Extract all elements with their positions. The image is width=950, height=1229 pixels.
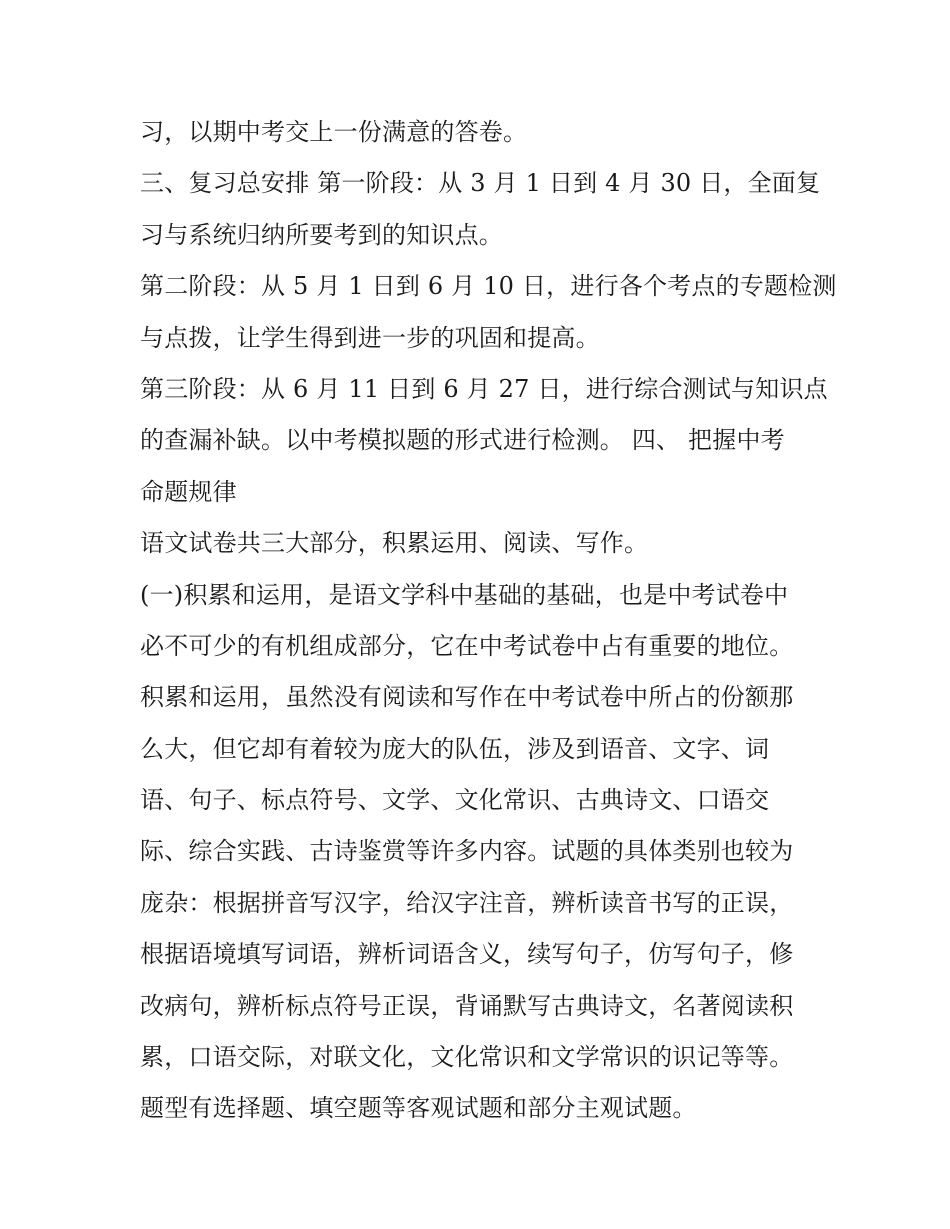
text-line: 的查漏补缺。以中考模拟题的形式进行检测。 四、 把握中考: [140, 426, 785, 455]
body-text: [140, 107, 837, 1135]
text-line: 根据语境填写词语，辨析词语含义，续写句子，仿写句子，修: [140, 940, 794, 969]
text-line: 累，口语交际，对联文化，文化常识和文学常识的识记等等。: [140, 1043, 794, 1072]
text-line: 三、复习总安排 第一阶段：从 3 月 1 日到 4 月 30 日，全面复: [140, 169, 821, 198]
text-line: 积累和运用，虽然没有阅读和写作在中考试卷中所占的份额那: [140, 683, 794, 712]
text-line: 语、句子、标点符号、文学、文化常识、古典诗文、口语交: [140, 786, 770, 815]
text-line: 第二阶段：从 5 月 1 日到 6 月 10 日，进行各个考点的专题检测: [140, 272, 837, 301]
text-line: 语文试卷共三大部分，积累运用、阅读、写作。: [140, 529, 649, 558]
text-line: 习与系统归纳所要考到的知识点。: [140, 220, 503, 249]
text-line: 与点拨，让学生得到进一步的巩固和提高。: [140, 323, 600, 352]
text-line: 题型有选择题、填空题等客观试题和部分主观试题。: [140, 1094, 697, 1123]
text-line: 命题规律: [140, 477, 237, 506]
text-line: 庞杂：根据拼音写汉字，给汉字注音，辨析读音书写的正误，: [140, 888, 794, 917]
text-line: 习，以期中考交上一份满意的答卷。: [140, 118, 528, 146]
text-line: 改病句，辨析标点符号正误，背诵默写古典诗文，名著阅读积: [140, 991, 794, 1020]
text-line: 际、综合实践、古诗鉴赏等许多内容。试题的具体类别也较为: [140, 837, 794, 866]
text-line: 第三阶段：从 6 月 11 日到 6 月 27 日，进行综合测试与知识点: [140, 374, 828, 403]
text-line: 必不可少的有机组成部分，它在中考试卷中占有重要的地位。: [140, 631, 794, 660]
text-line: (一)积累和运用，是语文学科中基础的基础，也是中考试卷中: [140, 580, 789, 609]
text-line: 么大，但它却有着较为庞大的队伍，涉及到语音、文字、词: [140, 734, 770, 763]
